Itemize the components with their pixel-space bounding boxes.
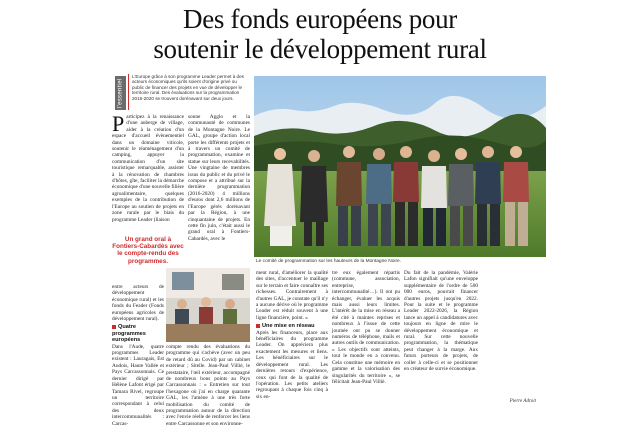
article-column-1 [112, 111, 184, 234]
article-column-4 [166, 344, 250, 427]
column-5-text-2: Après les financeurs, place aux bénéficiaires du programme Leader. On appréciera plus exactement les mesures et liens. Les bénéficiaires sur le développement rural. Les dernières retours d'expérience, ceux qui font de la qualité de l'opération. Les petits ateliers regroupant à chaque fois cinq à six en- [256, 329, 328, 400]
column-3-text: entre acteurs de développement économique rural) et les fonds du Feader (Fonds européens agricoles de développement rural). [112, 284, 164, 323]
meeting-photo-illustration [166, 268, 250, 342]
bullet-square-icon [112, 325, 116, 329]
article-column-3 [112, 284, 164, 427]
column-2-text: sonne Agglo et la communauté de communes de la Montagne Noire. Le GAL, groupe d'action local porte les différents projets et à travers un comité de programmation, examine et statue sur leurs recevabilités. Une vingtaine de membres issus du public et du privé le compose et a attribué sur la dernière programmation (2016-2020) 4 millions d'euros dont 2,6 millions de l'Europe gérés dorénavant par la Région, à une cinquantaine de projets. En cette fin juin, c'était aussi le grand oral à Fontiers-Cabardès, avec le [188, 114, 250, 242]
callout-quote: Un grand oral à Fontiers-Cabardès avec le compte-rendu des programmes. [112, 236, 184, 265]
column-5-text: ment rural, d'améliorer la qualité des sites, d'accentuer le maillage sur le terrain et faire connaître ses richesses. Contrairement à d'autres GAL, je constate qu'il n'y a aucune dérive où le programme Leader est réduit souvent à une ligne financière, point. » [256, 270, 328, 321]
subhead-mise-en-reseau: Une mise en réseau [256, 323, 328, 329]
subhead-quatre-programmes: Quatre programmes européens [112, 324, 146, 344]
headline-line-2: soutenir le développement rural [153, 34, 487, 64]
article-column-2 [188, 114, 250, 264]
article-column-6 [332, 270, 400, 406]
group-photo [254, 76, 546, 257]
headline-line-1: Des fonds européens pour [183, 4, 457, 34]
article-column-5 [256, 270, 328, 406]
photo-caption: Le comité de programmation sur les hauteurs de la Montagne Noire. [256, 259, 402, 264]
headline [100, 4, 540, 64]
column-4-text: compte rendu des évaluations du programme qui s'achève (avec un peu de retard dû au Covid) par un cabinet extérieur ; Sitelle. Jean-Paul Villié, le prestataire, l'œil extérieur, accompagné de nombreux bons points au Pays Carcassonnais : « Entretien sur tout l'hexagone où j'ai en charge quarante GAL, les l'amène à une très forte mobilisation du comité de programmation autour de la direction avec l'envie réelle de renforcer les liens entre Carcassonne et son environne- [166, 344, 250, 427]
meeting-photo [166, 268, 250, 342]
author-credit: Pierre Adroit [509, 399, 536, 404]
column-6-text: tre eux également répartis (commune, association, entreprise, intercommunalité…). Il ont pu échanger, évaluer les acquis mais aussi leurs limites. L'intérêt de la mise en réseau a été cité à maintes reprises et nombreux à l'issue de cette journée ont pu se donner numéros de téléphone, mails et autres outils de communication. « Les objectifs sont atteints, tout le monde en a convenu. Cela constitue une mémoire en gamme et la valorisation des singularités du territoire », se félicitait Jean-Paul Villié. [332, 270, 400, 385]
group-photo-illustration [254, 76, 546, 257]
essentiel-tab: l'essentiel [115, 76, 126, 110]
essentiel-summary: L'Europe grâce à son programme Leader permet à des acteurs économiques qu'ils soient d'origine privé ou public de financer des projets en vue de développer le territoire rural. Des évaluations sur la programmation 2016-2020 se trouvent dorénavant sur deux jours. [128, 74, 248, 110]
article-column-7 [404, 270, 478, 398]
column-7-text: Du fait de la pandémie, Valérie Lafon signifiait qu'une enveloppe supplémentaire de l'ordre de 500 000 euros, pourrait financer d'autres projets jusqu'en 2022. Pour la suite et le programme Leader 2022-2026, la Région lance un appel à candidatures avec toujours en ligne de mire le développement économique et rural. Sur cette nouvelle programmation, la thématique peut changer à la marge. Aux futurs porteurs de projets, de coller à celle-ci et se positionner en créateur de survie économique. [404, 270, 478, 373]
bullet-square-icon [256, 324, 260, 328]
column-3-text-2: Dans l'Aude, quatre programmes Leader existent : Lauragais, Est Audois, Haute Vallée et Pays Carcassonnais. Ce dernier dirigé par Hélène Lafont érigé par Tamara Rivel, regroupe un territoire correspondant à celui des deux intercommunalités : Carcas- [112, 343, 164, 427]
column-1-text: articipez à la renaissance d'une auberge de village, aider à la création d'un espace d'accueil évènementiel dans un domaine viticole, soutenir le réaménagement d'un camping, appuyer la communication d'un site touristique remarquable, assister à la rénovation de chambres d'hôtes, gîte, faciliter la démarche économique d'une nouvelle filière agroalimentaire, quelques exemples de la contribution de l'Europe au soutien de projets en zone rurale par le biais du programme Leader (liaison [112, 114, 184, 223]
dropcap: P [112, 111, 125, 136]
